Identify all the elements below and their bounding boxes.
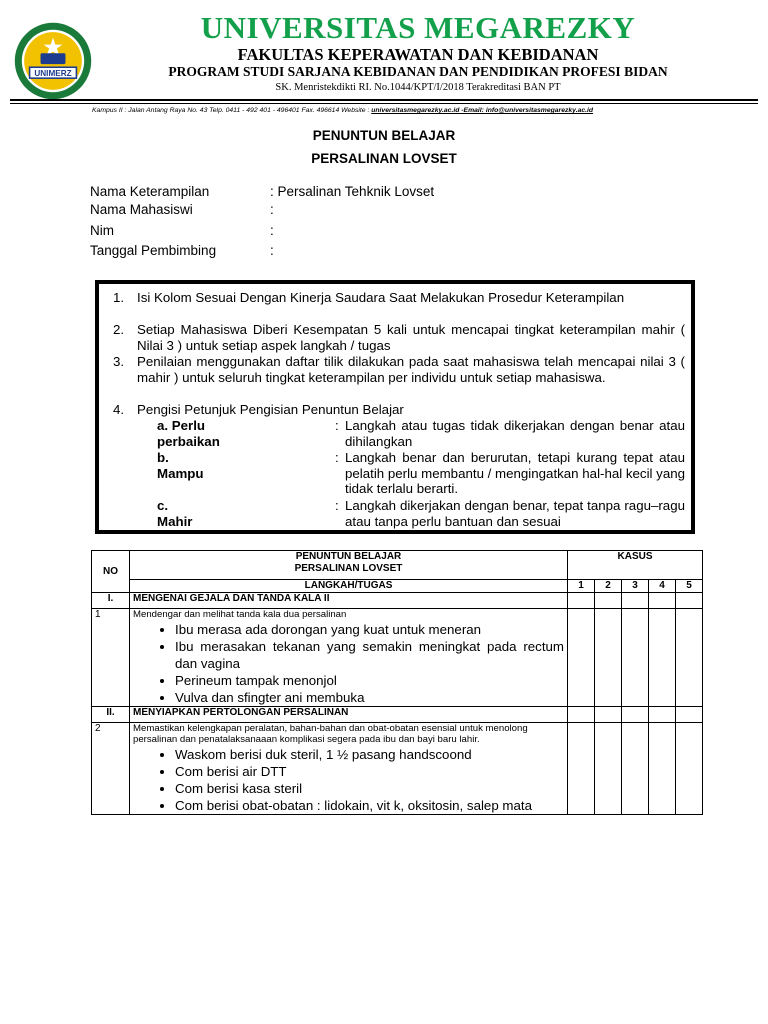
list-item: • Ibu merasakan tekanan yang semakin meningkat pada rectum dan vagina [175, 638, 564, 672]
score-cell[interactable] [676, 706, 703, 722]
university-logo [14, 22, 92, 100]
row-number: 1 [92, 609, 130, 707]
rating-key: a. Perlu perbaikan [157, 418, 220, 449]
instruction-number: 4. [113, 402, 125, 417]
info-row-student [90, 202, 274, 217]
row-number: 2 [92, 722, 130, 814]
section-title: MENYIAPKAN PERTOLONGAN PERSALINAN [130, 706, 568, 722]
score-cell[interactable] [676, 609, 703, 707]
list-item: • Vulva dan sfingter ani membuka [175, 689, 564, 706]
table-row [92, 722, 703, 814]
list-item: • Com berisi kasa steril [175, 780, 564, 797]
instruction-text: Isi Kolom Sesuai Dengan Kinerja Saudara Saat Melakukan Prosedur Keterampilan [137, 290, 625, 305]
list-item: • Waskom berisi duk steril, 1 ½ pasang handscoond [175, 746, 564, 763]
bullet-list [133, 746, 564, 814]
score-cell[interactable] [649, 722, 676, 814]
score-cell[interactable] [676, 722, 703, 814]
university-name: UNIVERSITAS MEGAREZKY [200, 10, 636, 45]
address-line [92, 107, 593, 114]
section-title: MENGENAI GEJALA DAN TANDA KALA II [130, 593, 568, 609]
list-item: • Com berisi air DTT [175, 763, 564, 780]
email-label: -Email: [459, 107, 486, 114]
header-no: NO [92, 551, 130, 593]
list-item: • Ibu merasa ada dorongan yang kuat untuk meneran [175, 621, 564, 638]
section-row [92, 593, 703, 609]
info-row-nim [90, 223, 274, 238]
logo-text: UNIMERZ [34, 68, 72, 78]
info-value: : [270, 223, 274, 238]
row-description: Memastikan kelengkapan peralatan, bahan-bahan dan obat-obatan esensial untuk menolong persalinan dan penatalaksanaaan komplikasi segera pada ibu dan bayi baru lahir. [133, 722, 528, 745]
header-steps: LANGKAH/TUGAS [130, 580, 568, 593]
rating-desc: Langkah benar dan berurutan, tetapi kurang tepat atau pelatih perlu membantu / mengingatkan hal-hal kecil yang tidak terlalu berarti. [345, 450, 686, 497]
header-divider-thick [10, 99, 758, 101]
score-cell[interactable] [676, 593, 703, 609]
score-cell[interactable] [595, 722, 622, 814]
instructions-box: 1. Isi Kolom Sesuai Dengan Kinerja Saudara Saat Melakukan Prosedur Keterampilan 2. Setiap Mahasiswa Diberi Kesempatan 5 kali untuk mencapai tingkat keterampilan mahir ( Nilai 3 ) untuk setiap aspek langkah / tugas 3. Penilaian menggunakan daftar tilik dilakukan pada saat mahasiswa telah mencapai nilai 3 ( mahir ) untuk seluruh tingkat keterampilan per individu untuk setiap mahasiswa. 4. Pengisi Petunjuk Pengisian Penuntun Belajar a. Perlu perbaikan : Langkah atau tugas tidak dikerjakan dengan benar atau dihilangkan b. Mampu : Langkah benar dan berurutan, tetapi kurang tepat atau pelatih perlu membantu / mengingatkan hal-hal kecil yang tidak terlalu berarti. c. Mahir : Langkah dikerjakan dengan benar, tepat tanpa ragu–ragu atau tanpa perlu bantuan dan sesuai [95, 280, 695, 534]
website-link[interactable]: universitasmegarezky.ac.id [371, 107, 460, 114]
score-cell[interactable] [595, 706, 622, 722]
list-item: • Com berisi obat-obatan : lidokain, vit k, oksitosin, salep mata [175, 797, 564, 814]
info-value: : Persalinan Tehknik Lovset [270, 184, 435, 199]
instruction-text: Setiap Mahasiswa Diberi Kesempatan 5 kali untuk mencapai tingkat keterampilan mahir ( Nilai 3 ) untuk setiap aspek langkah / tugas [137, 322, 685, 353]
section-number: I. [92, 593, 130, 609]
rating-key: b. Mampu [157, 450, 204, 481]
header-divider-thin [10, 103, 758, 104]
info-row-skill [90, 184, 434, 199]
header-title [130, 551, 568, 580]
case-number-3: 3 [622, 580, 649, 593]
info-row-date [90, 243, 274, 258]
document-title: PENUNTUN BELAJAR [312, 128, 456, 143]
section-number: II. [92, 706, 130, 722]
instruction-item [113, 322, 685, 353]
score-cell[interactable] [649, 593, 676, 609]
rating-desc: Langkah atau tugas tidak dikerjakan dengan benar atau dihilangkan [345, 418, 685, 449]
info-value: : [270, 243, 274, 258]
email-link[interactable]: info@universitasmegarezky.ac.id [485, 107, 594, 114]
info-value: : [270, 202, 274, 217]
score-cell[interactable] [649, 706, 676, 722]
score-cell[interactable] [568, 722, 595, 814]
document-subtitle: PERSALINAN LOVSET [311, 151, 457, 166]
section-row [92, 706, 703, 722]
instruction-number: 1. [113, 290, 125, 305]
steps-table [91, 550, 703, 815]
score-cell[interactable] [568, 593, 595, 609]
info-label: Nim [90, 223, 114, 238]
rating-desc: Langkah dikerjakan dengan benar, tepat tanpa ragu–ragu atau tanpa perlu bantuan dan sesuai [345, 498, 685, 529]
faculty-name: FAKULTAS KEPERAWATAN DAN KEBIDANAN [237, 45, 599, 64]
table-row [92, 609, 703, 707]
logo-book-icon [41, 53, 66, 64]
score-cell[interactable] [649, 609, 676, 707]
case-number-4: 4 [649, 580, 676, 593]
instruction-text: Pengisi Petunjuk Pengisian Penuntun Belajar [137, 402, 404, 417]
header-cases: KASUS [568, 551, 703, 580]
case-number-2: 2 [595, 580, 622, 593]
score-cell[interactable] [595, 609, 622, 707]
case-number-1: 1 [568, 580, 595, 593]
bullet-list [133, 621, 564, 706]
score-cell[interactable] [568, 609, 595, 707]
info-label: Tanggal Pembimbing [90, 243, 217, 258]
case-number-5: 5 [676, 580, 703, 593]
header-title-line1: PENUNTUN BELAJAR [295, 551, 402, 562]
info-label: Nama Keterampilan [90, 184, 210, 199]
list-item: • Perineum tampak menonjol [175, 672, 564, 689]
score-cell[interactable] [622, 593, 649, 609]
score-cell[interactable] [568, 706, 595, 722]
instruction-text: Penilaian menggunakan daftar tilik dilakukan pada saat mahasiswa telah mencapai nilai 3 ( mahir ) untuk seluruh tingkat keterampilan per individu untuk setiap mahasiswa. [137, 354, 685, 385]
score-cell[interactable] [622, 706, 649, 722]
score-cell[interactable] [622, 722, 649, 814]
rating-key: c. Mahir [157, 498, 193, 529]
accreditation-line: SK. Menristekdikti RI. No.1044/KPT/I/2018 Terakreditasi BAN PT [275, 82, 561, 93]
address-text: Kampus II : Jalan Antang Raya No. 43 Telp. 0411 - 492 401 - 496401 Fax. 496614 Website : [92, 107, 372, 114]
instruction-number: 2. [113, 322, 125, 337]
instruction-item [113, 354, 685, 385]
info-label: Nama Mahasiswi [90, 202, 193, 217]
program-name: PROGRAM STUDI SARJANA KEBIDANAN DAN PENDIDIKAN PROFESI BIDAN [168, 64, 668, 79]
instruction-item [113, 402, 685, 418]
instruction-item [113, 290, 685, 306]
score-cell[interactable] [622, 609, 649, 707]
score-cell[interactable] [595, 593, 622, 609]
instruction-number: 3. [113, 354, 125, 369]
row-description: Mendengar dan melihat tanda kala dua persalinan [133, 609, 347, 620]
header-title-line2: PERSALINAN LOVSET [294, 563, 403, 574]
